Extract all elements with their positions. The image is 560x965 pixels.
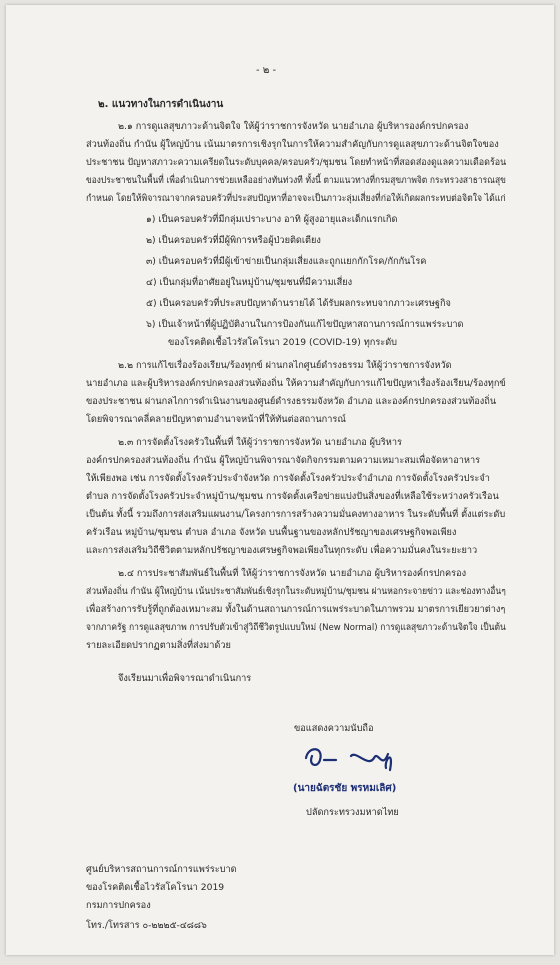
body-line: โดยพิจารณาคลี่คลายปัญหาตามอำนาจหน้าที่ให้ทันต่อสถานการณ์ bbox=[86, 414, 346, 425]
signature-mark bbox=[296, 740, 416, 780]
body-line: ๓) เป็นครอบครัวที่มีผู้เข้าข่ายเป็นกลุ่มเสี่ยงและถูกแยกกักโรค/กักกันโรค bbox=[146, 256, 427, 267]
body-line: และการส่งเสริมวิถีชีวิตตามหลักปรัชญาของเศรษฐกิจพอเพียงในทุกระดับ เพื่อความมั่นคงในระยะยาว bbox=[86, 545, 478, 556]
body-line: ๒.๓ การจัดตั้งโรงครัวในพื้นที่ ให้ผู้ว่าราชการจังหวัด นายอำเภอ ผู้บริหาร bbox=[118, 437, 402, 448]
body-line: ของประชาชนในพื้นที่ เพื่อดำเนินการช่วยเหลืออย่างทันท่วงที ทั้งนี้ ตามแนวทางที่กรมสุขภาพจิต กระทรวงสาธารณสุข bbox=[86, 175, 506, 186]
body-line: ๔) เป็นกลุ่มที่อาศัยอยู่ในหมู่บ้าน/ชุมชนที่มีความเสี่ยง bbox=[146, 277, 353, 288]
body-line: กำหนด โดยให้พิจารณาจากครอบครัวที่ประสบปัญหาที่อาจจะเป็นภาวะลุ่มเสี่ยงที่ก่อให้เกิดผลกระทบต่อจิตใจ ได้แก่ bbox=[86, 193, 506, 204]
body-line: โทร./โทรสาร ๐-๒๒๒๕-๔๘๘๖ bbox=[86, 920, 207, 931]
body-line: ๒.๔ การประชาสัมพันธ์ในพื้นที่ ให้ผู้ว่าราชการจังหวัด นายอำเภอ ผู้บริหารองค์กรปกครอง bbox=[118, 568, 467, 579]
body-line: ส่วนท้องถิ่น กำนัน ผู้ใหญ่บ้าน เน้นประชาสัมพันธ์เชิงรุกในระดับหมู่บ้าน/ชุมชน ผ่านหอกระจายข่าว และช่องทางอื่นๆ bbox=[86, 586, 506, 597]
body-line: ๒.๑ การดูแลสุขภาวะด้านจิตใจ ให้ผู้ว่าราชการจังหวัด นายอำเภอ ผู้บริหารองค์กรปกครอง bbox=[118, 121, 469, 132]
body-line: ปลัดกระทรวงมหาดไทย bbox=[306, 807, 399, 818]
body-line: ศูนย์บริหารสถานการณ์การแพร่ระบาด bbox=[86, 864, 237, 875]
section-heading: ๒. แนวทางในการดำเนินงาน bbox=[98, 99, 224, 110]
body-line: กรมการปกครอง bbox=[86, 900, 151, 911]
body-line: ๒.๒ การแก้ไขเรื่องร้องเรียน/ร้องทุกข์ ผ่านกลไกศูนย์ดำรงธรรม ให้ผู้ว่าราชการจังหวัด bbox=[118, 360, 452, 371]
body-line: ให้เพียงพอ เช่น การจัดตั้งโรงครัวประจำจังหวัด การจัดตั้งโรงครัวประจำอำเภอ การจัดตั้งโรงครัวประจำ bbox=[86, 473, 490, 484]
letter-page bbox=[6, 5, 554, 955]
body-line: ครัวเรือน หมู่บ้าน/ชุมชน ตำบล อำเภอ จังหวัด บนพื้นฐานของหลักปรัชญาของเศรษฐกิจพอเพียง bbox=[86, 527, 457, 538]
body-line: นายอำเภอ และผู้บริหารองค์กรปกครองส่วนท้องถิ่น ให้ความสำคัญกับการแก้ไขปัญหาเรื่องร้องเรียน/ร้องทุกข์ bbox=[86, 378, 506, 389]
body-line: จึงเรียนมาเพื่อพิจารณาดำเนินการ bbox=[118, 673, 252, 684]
page-number: - ๒ - bbox=[256, 65, 277, 76]
body-line: องค์กรปกครองส่วนท้องถิ่น กำนัน ผู้ใหญ่บ้านพิจารณาจัดกิจกรรมตามความเหมาะสมเพื่อจัดหาอาหาร bbox=[86, 455, 481, 466]
body-line: ๒) เป็นครอบครัวที่มีผู้พิการหรือผู้ป่วยติดเตียง bbox=[146, 235, 321, 246]
body-line: ประชาชน ปัญหาสภาวะความเครียดในระดับบุคคล/ครอบครัว/ชุมชน โดยทำหน้าที่สอดส่องดูแลความเดือดร้อน bbox=[86, 157, 507, 168]
body-line: รายละเอียดปรากฏตามสิ่งที่ส่งมาด้วย bbox=[86, 640, 231, 651]
body-line: เป็นต้น ทั้งนี้ รวมถึงการส่งเสริมแผนงาน/โครงการการสร้างความมั่นคงทางอาหาร ในระดับพื้นที่ ตั้งแต่ระดับ bbox=[86, 509, 506, 520]
body-line: ของประชาชน ผ่านกลไกการดำเนินงานของศูนย์ดำรงธรรมจังหวัด อำเภอ และองค์กรปกครองส่วนท้องถิ่น bbox=[86, 396, 497, 407]
body-line: ๕) เป็นครอบครัวที่ประสบปัญหาด้านรายได้ ได้รับผลกระทบจากภาวะเศรษฐกิจ bbox=[146, 298, 451, 309]
body-line: ขอแสดงความนับถือ bbox=[294, 723, 374, 734]
body-line: จากภาครัฐ การดูแลสุขภาพ การปรับตัวเข้าสู่วิถีชีวิตรูปแบบใหม่ (New Normal) การดูแลสุขภาวะด้านจิตใจ เป็นต้น bbox=[86, 622, 506, 633]
body-line: ของโรคติดเชื้อไวรัสโคโรนา 2019 bbox=[86, 882, 225, 893]
signatory-name: (นายฉัตรชัย พรหมเลิศ) bbox=[293, 783, 397, 794]
body-line: ตำบล การจัดตั้งโรงครัวประจำหมู่บ้าน/ชุมชน การจัดตั้งเครือข่ายแบ่งปันสิ่งของที่เหลือใช้ระหว่างครัวเรือน bbox=[86, 491, 499, 502]
body-line: ๑) เป็นครอบครัวที่มีกลุ่มเปราะบาง อาทิ ผู้สูงอายุและเด็กแรกเกิด bbox=[146, 214, 398, 225]
body-line: ๖) เป็นเจ้าหน้าที่ผู้ปฏิบัติงานในการป้องกันแก้ไขปัญหาสถานการณ์การแพร่ระบาด bbox=[146, 319, 464, 330]
body-line: ส่วนท้องถิ่น กำนัน ผู้ใหญ่บ้าน เน้นมาตรการเชิงรุกในการให้ความสำคัญกับการดูแลสุขภาวะด้านจิตใจของ bbox=[86, 139, 499, 150]
body-line: ของโรคติดเชื้อไวรัสโคโรนา 2019 (COVID-19) ทุกระดับ bbox=[168, 337, 397, 348]
body-line: เพื่อสร้างการรับรู้ที่ถูกต้องเหมาะสม ทั้งในด้านสถานการณ์การแพร่ระบาดในภาพรวม มาตรการเยียวยาต่างๆ bbox=[86, 604, 506, 615]
